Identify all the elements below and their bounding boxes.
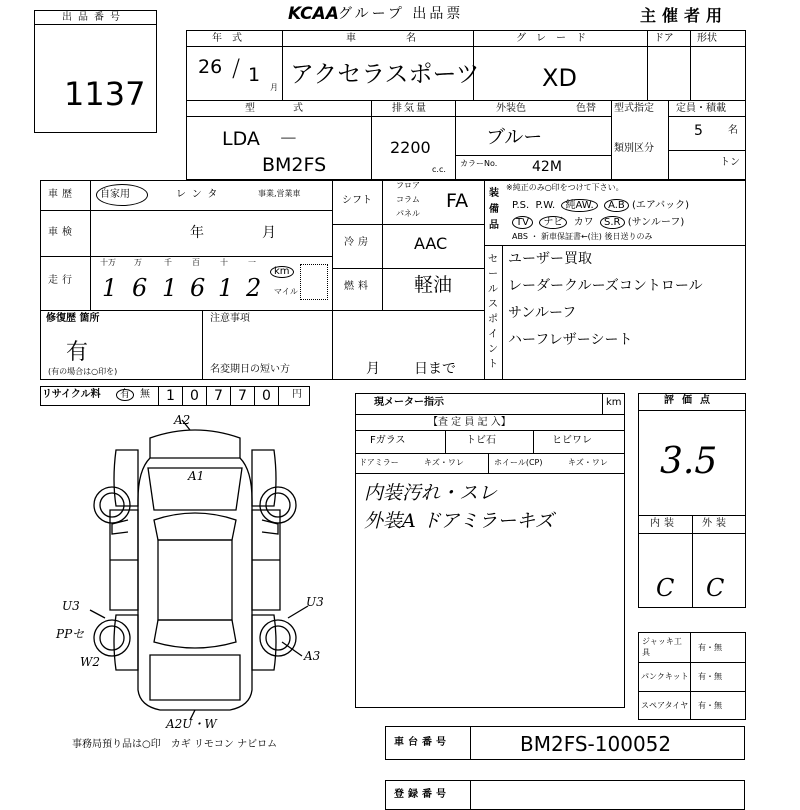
inspection-month-unit: 月	[262, 225, 276, 241]
rating-label: 評価点	[664, 395, 718, 406]
color-no: 42M	[532, 159, 562, 175]
month-unit: 月	[270, 83, 278, 92]
class-label: 類別区分	[614, 143, 654, 154]
exterior-color: ブルー	[486, 126, 543, 148]
mileage-digit: 1	[102, 274, 118, 302]
meter-label: 現メーター指示	[374, 397, 444, 408]
mileage-header: 十	[220, 258, 228, 267]
remark-exterior: 外装A ドアミラーキズ	[364, 510, 554, 532]
mileage-label: 走行	[48, 275, 76, 286]
usage-commercial: 事業,営業車	[258, 189, 301, 198]
mileage-header: 万	[134, 258, 142, 267]
lot-number: 1137	[64, 75, 146, 113]
usage-label: 車歴	[48, 189, 76, 200]
model-month: 1	[248, 64, 261, 86]
diagram-mark: PPセ	[56, 627, 85, 641]
shift-column: コラム	[396, 195, 420, 204]
year-label: 年 式	[212, 33, 242, 44]
glass-front: Fガラス	[370, 435, 406, 446]
fuel-value: 軽油	[414, 274, 453, 296]
model-prefix: LDA －	[222, 128, 298, 150]
capacity-label: 定員・積載	[676, 103, 726, 114]
equip-leather: カワ	[573, 217, 594, 228]
equip-tv: TV	[512, 216, 533, 229]
recycle-has: 有	[116, 389, 134, 401]
inspection-label: 車検	[48, 227, 76, 238]
equip-pw: P.W.	[535, 200, 556, 211]
usage-private: 自家用	[100, 189, 130, 200]
equip-sr-note: (サンルーフ)	[627, 217, 685, 228]
type-designation-label: 型式指定	[614, 103, 654, 114]
color-no-label: カラーNo.	[460, 159, 498, 168]
recycle-digit: 0	[262, 388, 271, 404]
equipment-label: 装備品	[489, 188, 499, 231]
mileage-digit: 6	[190, 274, 206, 302]
repair-note: (有の場合は○印を)	[48, 367, 118, 376]
shift-value: FA	[446, 190, 469, 212]
fuel-label: 燃料	[344, 281, 372, 292]
inspection-year-unit: 年	[190, 225, 204, 241]
notes-label: 注意事項	[210, 313, 250, 324]
equipment-row2	[512, 213, 684, 228]
shift-label: シフト	[342, 195, 372, 206]
lot-number-box	[34, 10, 157, 133]
name-change-month: 月	[366, 361, 380, 377]
diagram-mark: W2	[80, 655, 100, 669]
equip-aw: 純AW.	[561, 199, 597, 212]
mileage-header: 十万	[100, 258, 116, 267]
tool-label: パンクキット	[641, 672, 689, 681]
sales-point: ハーフレザーシート	[508, 332, 633, 348]
equip-ps: P.S.	[512, 200, 530, 211]
glass-crack: ヒビワレ	[552, 435, 592, 446]
repair-label: 修復歴 箇所	[46, 313, 100, 324]
capacity-value: 5	[694, 123, 703, 139]
diagram-mark: A3	[304, 649, 321, 663]
lot-number-label: 出品番号	[62, 12, 126, 23]
diagram-mark: A1	[188, 469, 205, 483]
sales-point: ユーザー買取	[508, 251, 592, 267]
mileage-digit: 1	[218, 274, 234, 302]
wheel-damage: キズ・ワレ	[568, 458, 608, 467]
recycle-digit: 1	[166, 388, 175, 404]
model-code: BM2FS	[262, 154, 327, 176]
grade: XD	[542, 64, 577, 92]
chassis-label: 車台番号	[394, 737, 450, 748]
equip-navi: ナビ	[539, 216, 567, 229]
model-label: 型 式	[245, 103, 317, 114]
recycle-none: 無	[140, 389, 150, 400]
mileage-digit: 1	[162, 274, 178, 302]
mileage-digit: 2	[246, 274, 262, 302]
repair-value: 有	[66, 340, 89, 365]
brand-logo: KCAA	[288, 4, 339, 24]
diagram-mark: U3	[62, 599, 80, 613]
car-damage-diagram	[50, 410, 340, 730]
load-unit: トン	[720, 157, 740, 168]
tool-label: ジャッキ工具	[642, 637, 682, 657]
name-change-day: 日まで	[414, 361, 456, 377]
inspector-label: 【査 定 員 記 入】	[428, 417, 511, 428]
car-name: アクセラスポーツ	[290, 60, 480, 88]
shift-floor: フロア	[396, 181, 420, 190]
cc-unit: c.c.	[432, 165, 446, 174]
recycle-digit: 7	[214, 388, 223, 404]
diagram-mark: U3	[306, 595, 324, 609]
displacement: 2200	[390, 138, 431, 157]
mileage-unit-mile: マイル	[274, 287, 298, 296]
equip-ab: A.B	[604, 199, 629, 212]
name-change-label: 名変期日の短い方	[210, 364, 290, 375]
mileage-header: 千	[164, 258, 172, 267]
glass-chip: トビ石	[466, 435, 496, 446]
equipment-note: ※純正のみ○印をつけて下さい。	[506, 183, 624, 192]
capacity-unit: 名	[728, 125, 738, 136]
sales-point: サンルーフ	[508, 305, 577, 321]
mileage-unit-km: km	[270, 266, 294, 278]
interior-grade: C	[656, 574, 675, 602]
diagram-mark: A2U・W	[166, 717, 217, 730]
equip-ab-note: (エアバック)	[631, 200, 689, 211]
sales-point: レーダークルーズコントロール	[508, 278, 703, 294]
ac-label: 冷房	[344, 237, 372, 248]
mileage-header: 一	[248, 258, 256, 267]
meter-unit: km	[606, 397, 622, 408]
form-title: グループ 出品票	[338, 6, 464, 22]
equipment-row3: ABS ・ 新車保証書←(注) 後日送りのみ	[512, 232, 653, 241]
door-mirror-label: ドアミラー	[359, 458, 399, 467]
equip-sr: S.R	[600, 216, 624, 229]
door-mirror-damage: キズ・ワレ	[424, 458, 464, 467]
shape-label: 形状	[697, 33, 717, 44]
organizer-label: 主催者用	[640, 6, 729, 25]
registration-label: 登録番号	[394, 789, 450, 800]
recycle-label: リサイクル料	[42, 389, 101, 400]
exterior-grade: C	[706, 574, 725, 602]
usage-rental: レンタ	[176, 189, 224, 200]
model-year: 26	[198, 56, 223, 78]
tool-value: 有・無	[698, 701, 722, 710]
doors-label: ドア	[654, 33, 674, 44]
tool-value: 有・無	[698, 672, 722, 681]
chassis-number: BM2FS-100052	[520, 732, 672, 756]
shift-panel: パネル	[396, 209, 420, 218]
car-name-label: 車 名	[346, 33, 436, 44]
mileage-header: 百	[192, 258, 200, 267]
sales-points-label: セールスポイント	[488, 254, 498, 370]
mileage-digit: 6	[132, 274, 148, 302]
tool-label: スペアタイヤ	[641, 701, 689, 710]
grade-label: グレード	[516, 33, 596, 44]
ac-value: AAC	[414, 234, 448, 253]
recycle-unit: 円	[292, 389, 302, 400]
tool-value: 有・無	[698, 643, 722, 652]
diagram-mark: A2	[174, 413, 191, 427]
exterior-label: 外装	[702, 518, 730, 529]
equipment-row1	[512, 196, 689, 211]
displacement-label: 排気量	[392, 103, 428, 114]
remark-interior: 内装汚れ・スレ	[364, 482, 498, 504]
wheel-label: ホイール(CP)	[494, 458, 543, 467]
recycle-digit: 7	[238, 388, 247, 404]
office-note: 事務局預り品は○印 カギ リモコン ナビロム	[72, 739, 278, 750]
exterior-color-label: 外装色	[496, 103, 526, 114]
repaint-label: 色替	[576, 103, 596, 114]
recycle-digit: 0	[190, 388, 199, 404]
rating-score: 3.5	[660, 441, 718, 482]
interior-label: 内装	[650, 518, 678, 529]
